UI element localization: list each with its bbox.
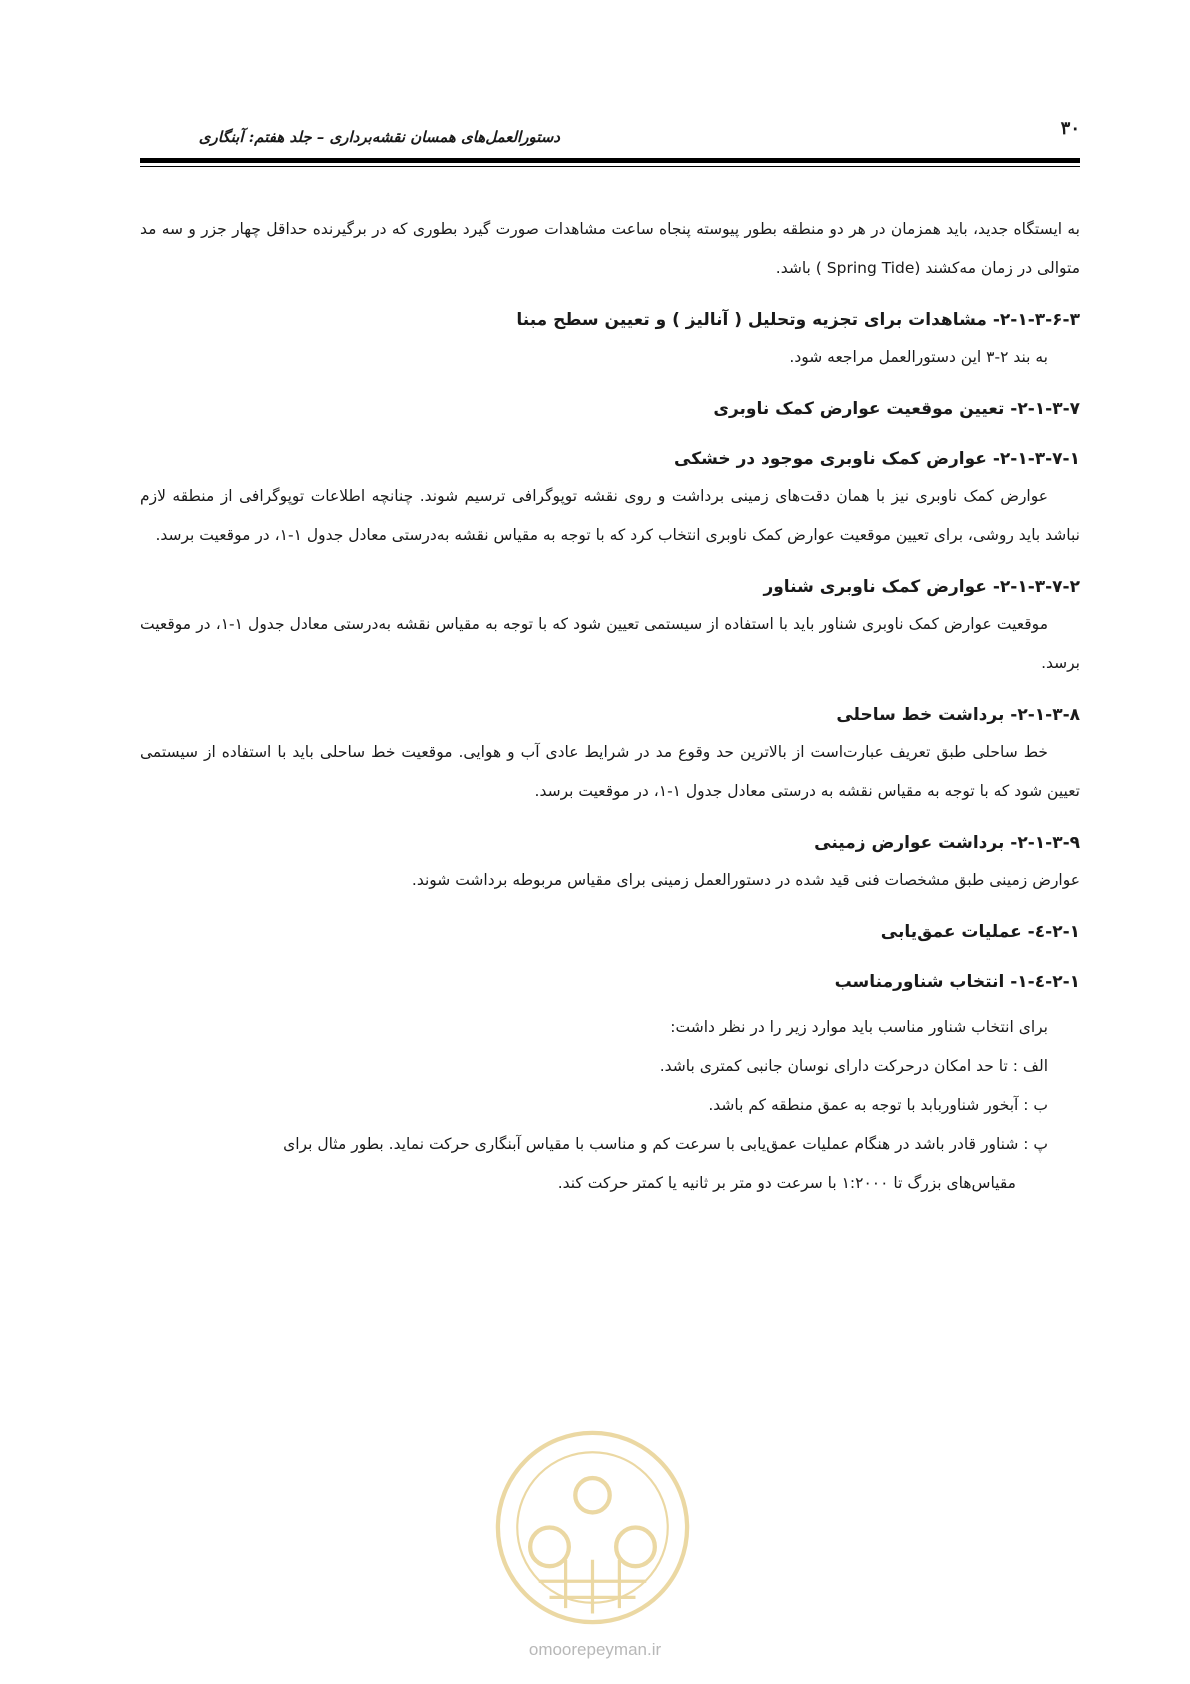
list-item-pe-line2: مقیاس‌های بزرگ تا ۱:۲۰۰۰ با سرعت دو متر بر ثانیه یا کمتر حرکت کند.: [557, 1174, 1016, 1192]
intro-paragraph: به ایستگاه جدید، باید همزمان در هر دو منطقه بطور پیوسته پنجاه ساعت مشاهدات صورت گیرد بطوری که در برگیرنده حداقل چهار جزر و سه مد متوالی در زمان مه‌کشند (Spring Tide ) باشد.: [140, 220, 1080, 277]
document-body: [140, 210, 1080, 1203]
paragraph-2-1-4-1: برای انتخاب شناور مناسب باید موارد زیر را در نظر داشت:: [670, 1018, 1048, 1036]
list-item-pe-line1: پ : شناور قادر باشد در هنگام عملیات عمق‌یابی با سرعت کم و مناسب با مقیاس آبنگاری حرکت نماید. بطور مثال برای: [283, 1135, 1048, 1153]
watermark-seal-icon: [485, 1420, 700, 1635]
paragraph-2-1-3-7-2: موقعیت عوارض کمک ناوبری شناور باید با استفاده از سیستمی تعیین شود که با توجه به مقیاس نقشه به‌درستی معادل جدول ۱-۱، در موقعیت برسد.: [140, 615, 1080, 672]
heading-2-1-3-7-1: ۲-۱-۳-۷-۱- عوارض کمک ناوبری موجود در خشکی: [674, 449, 1080, 469]
list-item-be: ب : آبخور شناوربابد با توجه به عمق منطقه کم باشد.: [708, 1096, 1048, 1114]
heading-2-1-4: ۲-۱-٤- عملیات عمق‌یابی: [880, 922, 1080, 942]
paragraph-2-1-3-9: عوارض زمینی طبق مشخصات فنی قید شده در دستورالعمل زمینی برای مقیاس مربوطه برداشت شوند.: [411, 871, 1080, 889]
paragraph-2-1-3-8: خط ساحلی طبق تعریف عبارت‌است از بالاترین حد وقوع مد در شرایط عادی آب و هوایی. موقعیت خط ساحلی باید با استفاده از سیستمی تعیین شود که با توجه به مقیاس نقشه به درستی معادل جدول ۱-۱، در موقعیت برسد.: [140, 743, 1080, 800]
running-title: دستورالعمل‌های همسان نقشه‌برداری – جلد هفتم: آبنگاری: [198, 128, 560, 146]
header-rule-thin: [140, 166, 1080, 167]
heading-2-1-3-7-2: ۲-۱-۳-۷-۲- عوارض کمک ناوبری شناور: [763, 577, 1080, 597]
list-item-alef: الف : تا حد امکان درحرکت دارای نوسان جانبی کمتری باشد.: [659, 1057, 1048, 1075]
paragraph-2-1-3-7-1: عوارض کمک ناوبری نیز با همان دقت‌های زمینی برداشت و روی نقشه توپوگرافی ترسیم شوند. چنانچه اطلاعات توپوگرافی از منطقه لازم نباشد باید روشی، برای تعیین موقعیت عوارض کمک ناوبری انتخاب کرد که با توجه به مقیاس نقشه به‌درستی معادل جدول ۱-۱، در موقعیت برسد.: [140, 487, 1080, 544]
paragraph-2-1-3-6-3: به بند ۲-۳ این دستورالعمل مراجعه شود.: [789, 348, 1048, 366]
heading-2-1-3-6-3: ۲-۱-۳-۶-۳- مشاهدات برای تجزیه وتحلیل ( آنالیز ) و تعیین سطح مبنا: [516, 310, 1080, 330]
watermark-url: omoorepeyman.ir: [528, 1640, 662, 1659]
heading-2-1-3-7: ۲-۱-۳-۷- تعیین موقعیت عوارض کمک ناوبری: [713, 399, 1080, 419]
heading-2-1-4-1: ۲-۱-٤-۱- انتخاب شناورمناسب: [834, 972, 1080, 992]
header-rule-thick: [140, 158, 1080, 163]
heading-2-1-3-8: ۲-۱-۳-۸- برداشت خط ساحلی: [836, 705, 1080, 725]
page-number: ۳۰: [1060, 118, 1080, 139]
heading-2-1-3-9: ۲-۱-۳-۹- برداشت عوارض زمینی: [814, 833, 1080, 853]
